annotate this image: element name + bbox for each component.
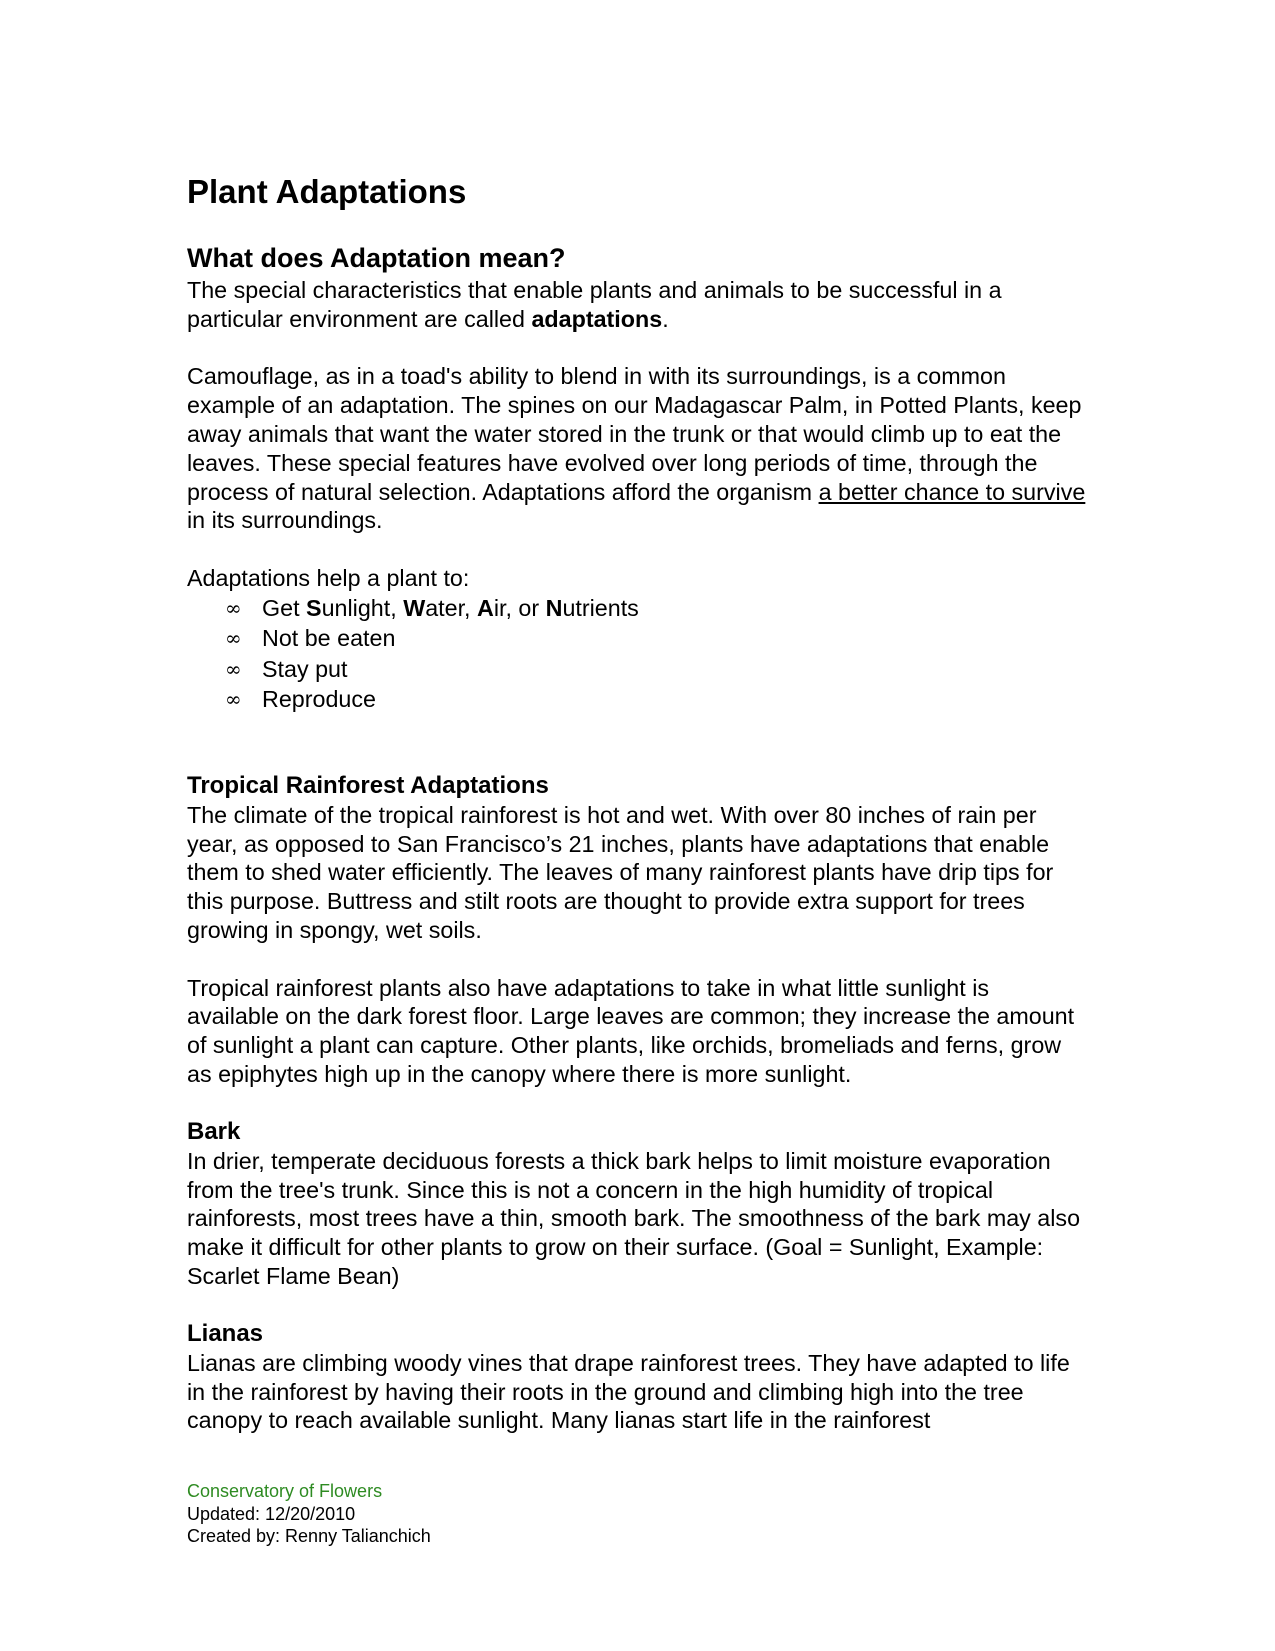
subheading-bark: Bark (187, 1117, 241, 1145)
definition-paragraph (187, 276, 1087, 334)
camouflage-paragraph (187, 362, 1087, 535)
page-title: Plant Adaptations (187, 173, 467, 210)
footer-organization: Conservatory of Flowers (187, 1481, 383, 1501)
page-footer (187, 1480, 431, 1548)
definition-text: The special characteristics that enable plants and animals to be successful in a particular environment are called (187, 277, 1002, 332)
infinity-bullet-icon: ∞ (225, 626, 242, 651)
list-intro: Adaptations help a plant to: (187, 564, 470, 591)
camouflage-text: Camouflage, as in a toad's ability to blend in with its surroundings, is a common example of an adaptation. The spines on our Madagascar Palm, in Potted Plants, keep away animals that want the water stored in the trunk or that would climb up to eat the leaves. These special features have evolved over long periods of time, through the process of natural selection. Adaptations afford the organism (187, 363, 1082, 505)
camouflage-end: in its surroundings. (187, 507, 383, 534)
definition-end: . (662, 305, 669, 332)
survival-phrase: a better chance to survive (818, 478, 1086, 505)
lianas-paragraph: Lianas are climbing woody vines that drape rainforest trees. They have adapted to life in the rainforest by having their roots in the ground and climbing high into the tree canopy to reach available sunlight. Many lianas start life in the rainforest (187, 1349, 1070, 1434)
list-item-text: Stay put (262, 655, 348, 682)
list-item-text: Get Sunlight, Water, Air, or Nutrients (262, 594, 639, 621)
list-item (225, 684, 1087, 715)
section-heading-tropical-rainforest: Tropical Rainforest Adaptations (187, 771, 549, 799)
section-heading-adaptation-meaning: What does Adaptation mean? (187, 243, 566, 273)
footer-author: Created by: Renny Talianchich (187, 1526, 431, 1546)
sunlight-paragraph: Tropical rainforest plants also have adaptations to take in what little sunlight is available on the dark forest floor. Large leaves are common; they increase the amount of sunlight a plant can capture. Other plants, like orchids, bromeliads and ferns, grow as epiphytes high up in the canopy where there is more sunlight. (187, 974, 1075, 1087)
climate-paragraph: The climate of the tropical rainforest is hot and wet. With over 80 inches of rain per year, as opposed to San Francisco’s 21 inches, plants have adaptations that enable them to shed water efficiently. The leaves of many rainforest plants have drip tips for this purpose. Buttress and stilt roots are thought to provide extra support for trees growing in spongy, wet soils. (187, 801, 1054, 943)
infinity-bullet-icon: ∞ (225, 687, 242, 712)
list-item (225, 654, 1087, 685)
list-item-text: Not be eaten (262, 625, 396, 652)
list-item (225, 623, 1087, 654)
adaptation-goals-list (187, 593, 1087, 715)
subheading-lianas: Lianas (187, 1319, 264, 1347)
adaptations-term: adaptations (531, 305, 663, 332)
infinity-bullet-icon: ∞ (225, 656, 242, 681)
document-page (187, 170, 1087, 1435)
bark-paragraph: In drier, temperate deciduous forests a thick bark helps to limit moisture evaporation from the tree's trunk. Since this is not a concern in the high humidity of tropical rainforests, most trees have a thin, smooth bark. The smoothness of the bark may also make it difficult for other plants to grow on their surface. (Goal = Sunlight, Example: Scarlet Flame Bean) (187, 1147, 1081, 1289)
footer-updated-date: Updated: 12/20/2010 (187, 1503, 356, 1524)
infinity-bullet-icon: ∞ (225, 595, 242, 620)
list-item (225, 593, 1087, 624)
list-item-text: Reproduce (262, 686, 376, 713)
